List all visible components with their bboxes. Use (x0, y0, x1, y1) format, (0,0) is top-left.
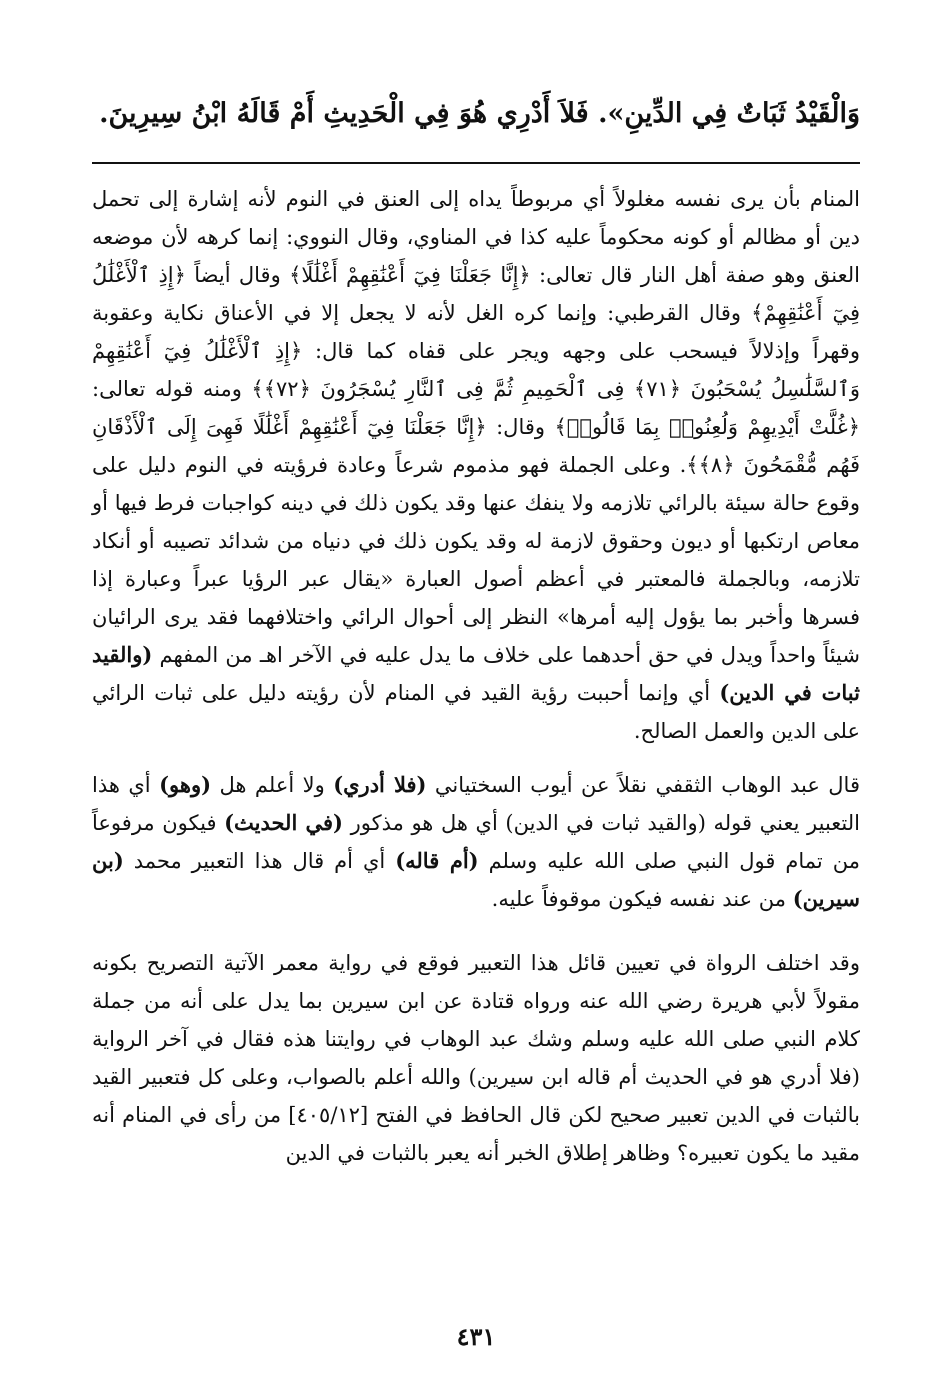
paragraph-2-text-a: قال عبد الوهاب الثقفي نقلاً عن أيوب السختياني (426, 773, 860, 797)
commentary-body (92, 180, 860, 1172)
paragraph-1-text-a: المنام بأن يرى نفسه مغلولاً أي مربوطاً يداه إلى العنق في النوم لأنه إشارة إلى تحمل دين أو مظالم أو كونه محكوماً عليه كذا في المناوي، وقال النووي: إنما كرهه لأن موضعه العنق وهو صفة أهل النار قال تعالى: ﴿إِنَّا جَعَلْنَا فِيٓ أَعْنَٰقِهِمْ أَغْلَٰلًا﴾ وقال أيضاً ﴿إِذِ ٱلْأَغْلَٰلُ فِيٓ أَعْنَٰقِهِمْ﴾ وقال القرطبي: وإنما كره الغل لأنه لا يجعل إلا في الأعناق نكاية وعقوبة وقهراً وإذلالاً فيسحب على وجهه ويجر على قفاه كما قال: ﴿إِذِ ٱلْأَغْلَٰلُ فِيٓ أَعْنَٰقِهِمْ وَٱلسَّلَٰسِلُ يُسْحَبُونَ ﴿٧١﴾ فِى ٱلْحَمِيمِ ثُمَّ فِى ٱلنَّارِ يُسْجَرُونَ ﴿٧٢﴾﴾ ومنه قوله تعالى: ﴿غُلَّتْ أَيْدِيهِمْ وَلُعِنُوا۟ بِمَا قَالُوا۟﴾ وقال: ﴿إِنَّا جَعَلْنَا فِيٓ أَعْنَٰقِهِمْ أَغْلَٰلًا فَهِىَ إِلَى ٱلْأَذْقَانِ فَهُم مُّقْمَحُونَ ﴿٨﴾﴾. وعلى الجملة فهو مذموم شرعاً وعادة فرؤيته في النوم دليل على وقوع حالة سيئة بالرائي تلازمه ولا ينفك عنها وقد يكون ذلك في دينه كواجبات فرط فيها أو معاص ارتكبها أو ديون وحقوق لازمة له وقد يكون ذلك في دنياه من شدائد تصيبه أو أنكاد تلازمه، وبالجملة فالمعتبر في أعظم أصول العبارة «يقال عبر الرؤيا عبراً وعبارة إذا فسرها وأخبر بما يؤول إليه أمرها» النظر إلى أحوال الرائي واختلافهما فقد يرى الرائيان شيئاً واحداً ويدل في حق أحدهما على خلاف ما يدل عليه في الآخر اهـ من المفهم (92, 187, 860, 667)
commentary-paragraph-3: وقد اختلف الرواة في تعيين قائل هذا التعبير فوقع في رواية معمر الآتية التصريح بكونه مقولاً لأبي هريرة رضي الله عنه ورواه قتادة عن ابن سيرين بما يدل على أنه من جملة كلام النبي صلى الله عليه وسلم وشك عبد الوهاب في روايتنا هذه فقال في آخر الرواية (فلا أدري هو في الحديث أم قاله ابن سيرين) والله أعلم بالصواب، وعلى كل فتعبير القيد بالثبات في الدين تعبير صحيح لكن قال الحافظ في الفتح [٤٠٥/١٢] من رأى في المنام أنه مقيد ما يكون تعبيره؟ وظاهر إطلاق الخبر أنه يعبر بالثبات في الدين (92, 951, 861, 1165)
paragraph-2-bold-5: (بن سيرين) (92, 848, 860, 911)
hadith-text-line: وَالْقَيْدُ ثَبَاتٌ فِي الدِّينِ». فَلاَ أَدْرِي هُوَ فِي الْحَدِيثِ أَمْ قَالَهُ ابْنُ سِيرِينَ. (99, 98, 860, 129)
paragraph-2-bold-3: (في الحديث) (224, 810, 343, 835)
paragraph-2-text-f: من عند نفسه فيكون موقوفاً عليه. (491, 887, 793, 911)
paragraph-2-text-e: أي أم قال هذا التعبير محمد (123, 849, 396, 873)
separator-rule (92, 162, 860, 164)
commentary-paragraph-2 (92, 766, 860, 918)
paragraph-1-bold-quote: (والقيد ثبات في الدين) (92, 642, 860, 705)
paragraph-2-text-c: أي هذا التعبير يعني قوله (والقيد ثبات في الدين) أي هل هو مذكور (92, 773, 860, 835)
page-number: ٤٣١ (456, 1322, 496, 1351)
paragraph-2-bold-1: (فلا أدري) (333, 772, 427, 797)
paragraph-1-text-b: أي وإنما أحببت رؤية القيد في المنام لأن رؤيته دليل على ثبات الرائي على الدين والعمل الصالح. (92, 681, 860, 743)
paragraph-2-text-b: ولا أعلم هل (211, 773, 334, 797)
paragraph-2-bold-4: (أم قاله) (395, 848, 479, 873)
paragraph-2-bold-2: (وهو) (159, 772, 212, 797)
paragraph-2-text-d: فيكون مرفوعاً من تمام قول النبي صلى الله عليه وسلم (92, 811, 860, 873)
commentary-paragraph-1 (92, 180, 860, 750)
